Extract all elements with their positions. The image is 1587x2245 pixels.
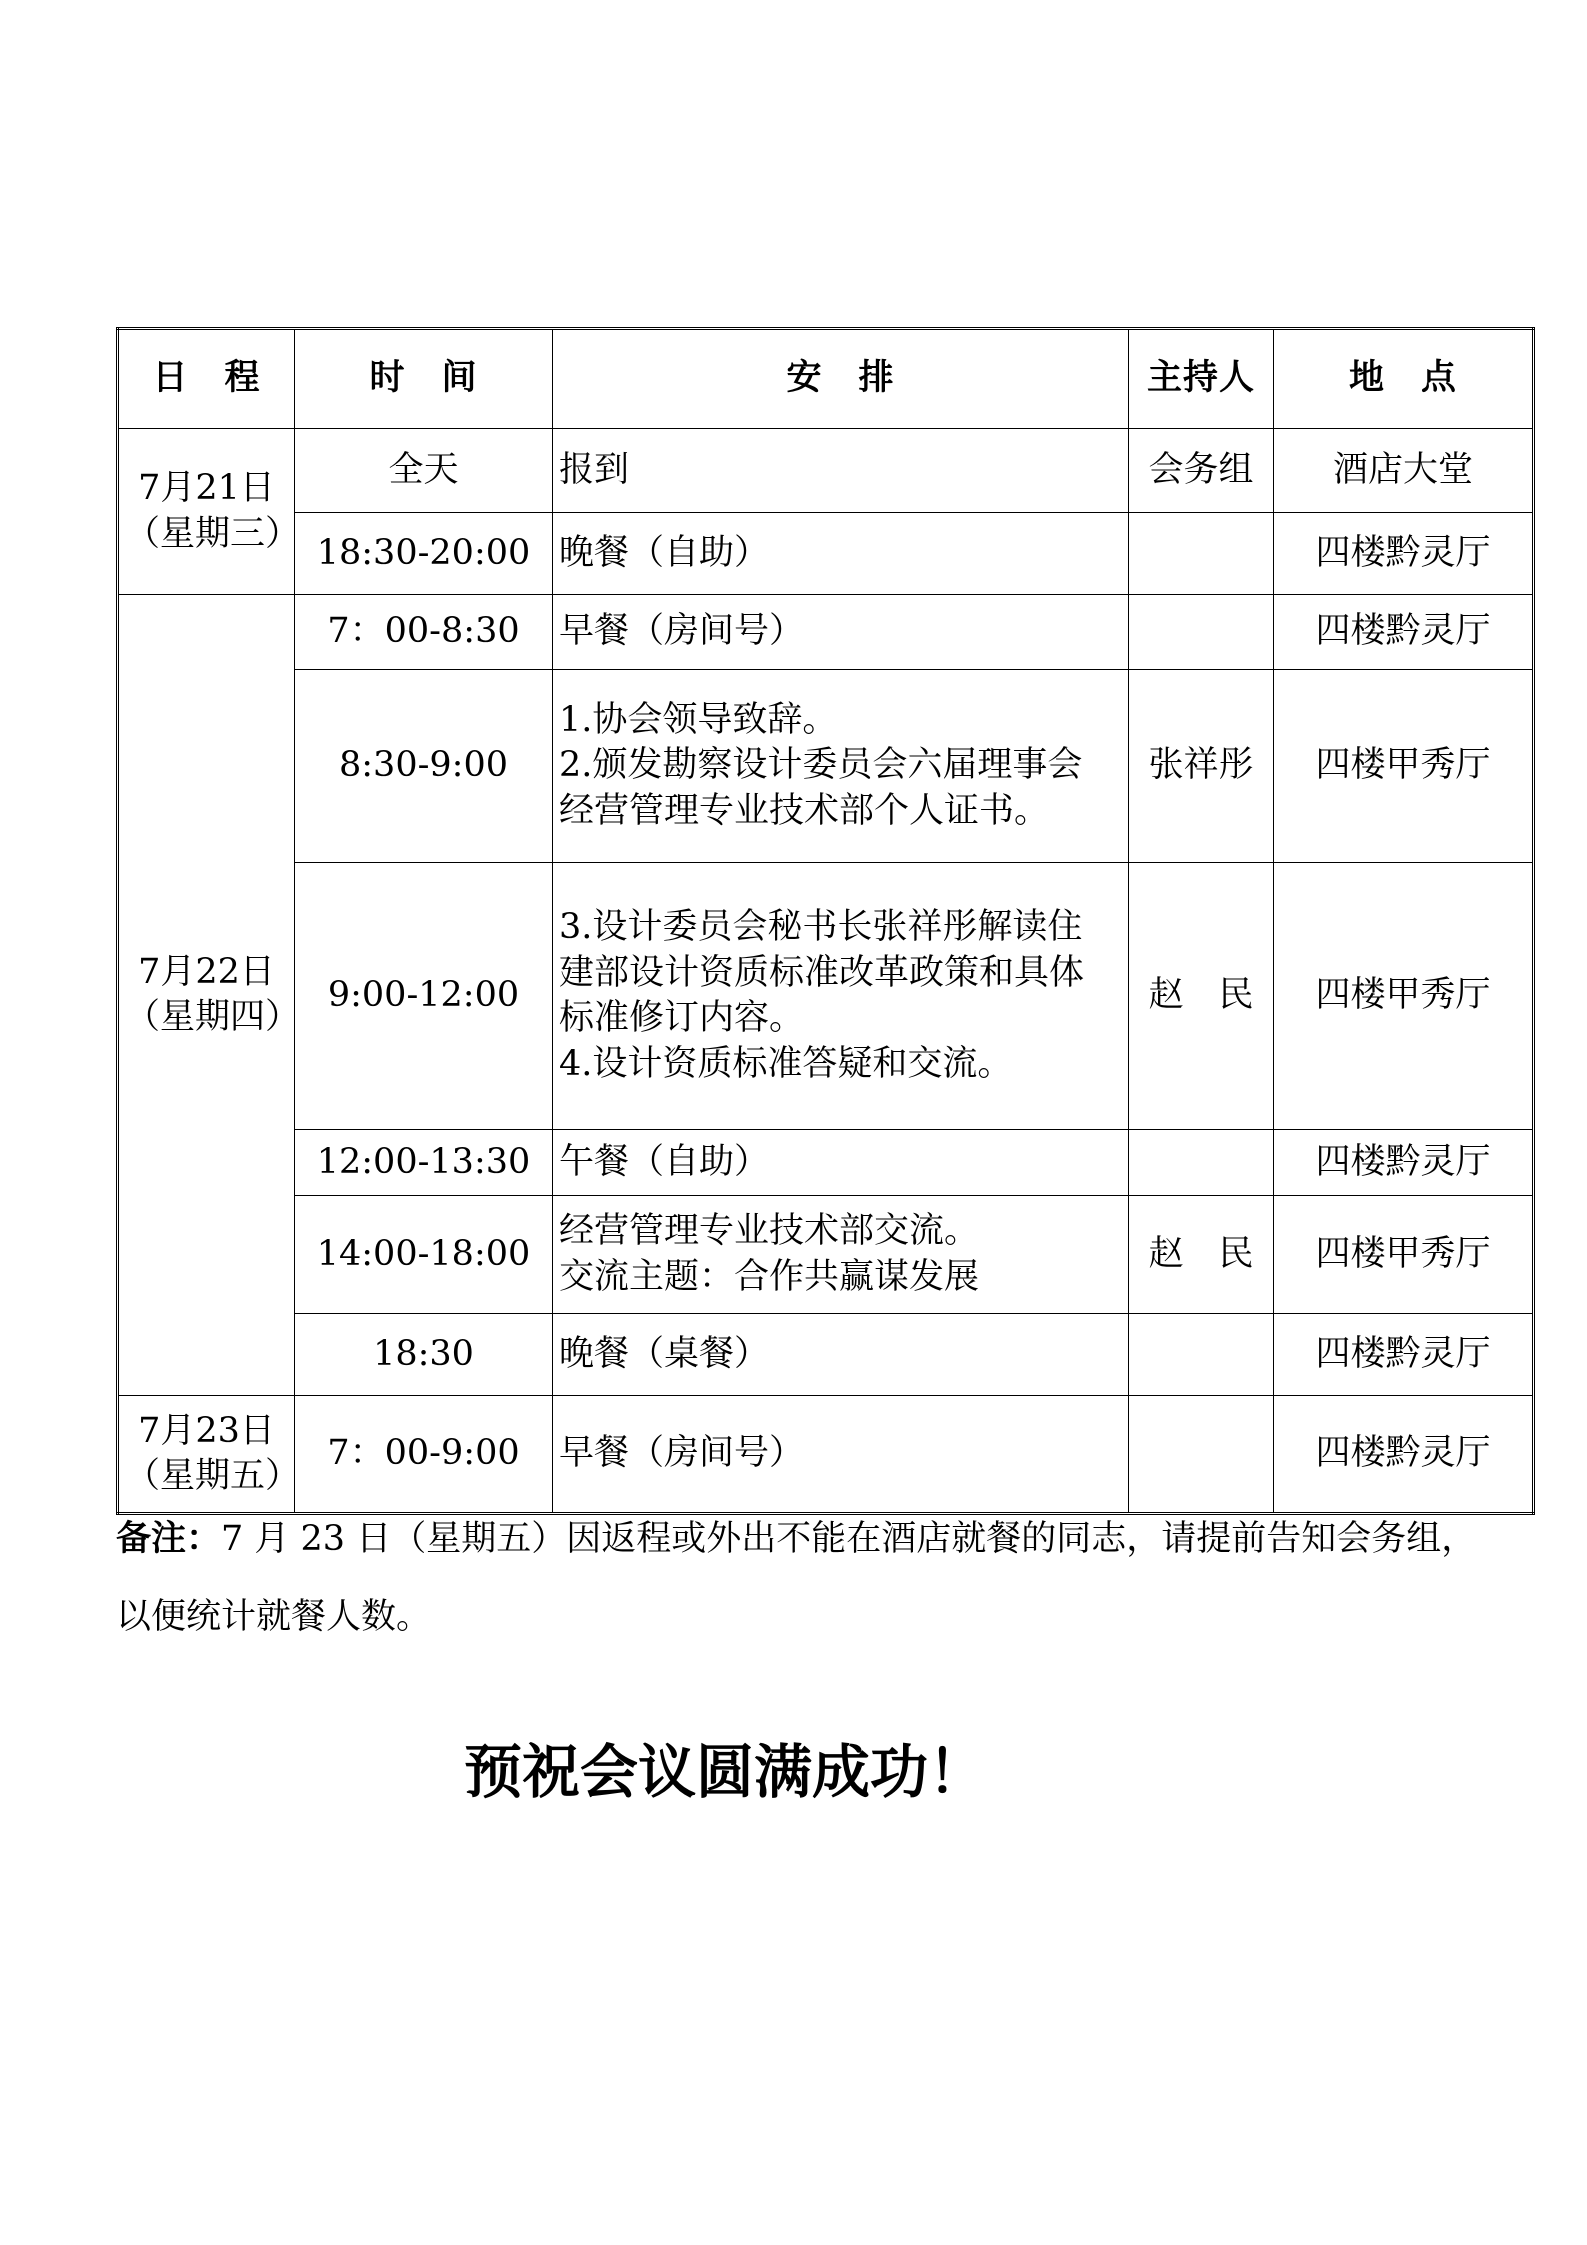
arrangement-cell: 3.设计委员会秘书长张祥彤解读住 建部设计资质标准改革政策和具体 标准修订内容。 4.设计资质标准答疑和交流。 xyxy=(553,863,1129,1130)
location-cell: 四楼甲秀厅 xyxy=(1274,670,1534,863)
host-cell: 赵 民 xyxy=(1129,1196,1274,1314)
time-cell: 14:00-18:00 xyxy=(295,1196,553,1314)
host-cell xyxy=(1129,513,1274,595)
location-cell: 四楼甲秀厅 xyxy=(1274,1196,1534,1314)
arrangement-cell: 早餐（房间号） xyxy=(553,1396,1129,1514)
table-row xyxy=(118,1130,1534,1196)
table-row xyxy=(118,670,1534,863)
time-cell: 9:00-12:00 xyxy=(295,863,553,1130)
location-cell: 四楼黔灵厅 xyxy=(1274,1314,1534,1396)
time-cell: 18:30-20:00 xyxy=(295,513,553,595)
arrangement-cell: 晚餐（桌餐） xyxy=(553,1314,1129,1396)
host-cell xyxy=(1129,1130,1274,1196)
arrangement-cell: 午餐（自助） xyxy=(553,1130,1129,1196)
location-cell: 四楼甲秀厅 xyxy=(1274,863,1534,1130)
arrangement-cell: 报到 xyxy=(553,429,1129,513)
table-row xyxy=(118,513,1534,595)
time-cell: 7：00-8:30 xyxy=(295,595,553,670)
host-cell xyxy=(1129,1396,1274,1514)
arrangement-cell: 1.协会领导致辞。 2.颁发勘察设计委员会六届理事会 经营管理专业技术部个人证书。 xyxy=(553,670,1129,863)
schedule-table xyxy=(116,327,1535,1515)
time-cell: 8:30-9:00 xyxy=(295,670,553,863)
location-cell: 四楼黔灵厅 xyxy=(1274,1396,1534,1514)
table-row xyxy=(118,863,1534,1130)
closing-message: 预祝会议圆满成功！ xyxy=(463,1738,986,1806)
arrangement-cell: 晚餐（自助） xyxy=(553,513,1129,595)
host-cell xyxy=(1129,1314,1274,1396)
location-cell: 四楼黔灵厅 xyxy=(1274,1130,1534,1196)
table-row xyxy=(118,1396,1534,1514)
location-cell: 四楼黔灵厅 xyxy=(1274,513,1534,595)
header-date: 日 程 xyxy=(118,329,295,429)
time-cell: 12:00-13:30 xyxy=(295,1130,553,1196)
remark-label: 备注： xyxy=(116,1519,222,1559)
time-cell: 7：00-9:00 xyxy=(295,1396,553,1514)
arrangement-cell: 经营管理专业技术部交流。 交流主题：合作共赢谋发展 xyxy=(553,1196,1129,1314)
host-cell: 赵 民 xyxy=(1129,863,1274,1130)
header-host: 主持人 xyxy=(1129,329,1274,429)
location-cell: 酒店大堂 xyxy=(1274,429,1534,513)
date-cell: 7月21日 （星期三） xyxy=(118,429,295,595)
arrangement-cell: 早餐（房间号） xyxy=(553,595,1129,670)
table-row xyxy=(118,1196,1534,1314)
header-time: 时 间 xyxy=(295,329,553,429)
host-cell: 会务组 xyxy=(1129,429,1274,513)
time-cell: 18:30 xyxy=(295,1314,553,1396)
table-row xyxy=(118,595,1534,670)
remark-paragraph xyxy=(116,1500,1486,1656)
table-header-row xyxy=(118,329,1534,429)
host-cell: 张祥彤 xyxy=(1129,670,1274,863)
header-arrangement: 安 排 xyxy=(553,329,1129,429)
remark-text: 7 月 23 日（星期五）因返程或外出不能在酒店就餐的同志，请提前告知会务组，以便统计就餐人数。 xyxy=(116,1519,1477,1637)
location-cell: 四楼黔灵厅 xyxy=(1274,595,1534,670)
date-cell: 7月22日 （星期四） xyxy=(118,595,295,1396)
table-row xyxy=(118,1314,1534,1396)
time-cell: 全天 xyxy=(295,429,553,513)
host-cell xyxy=(1129,595,1274,670)
table-row xyxy=(118,429,1534,513)
header-location: 地 点 xyxy=(1274,329,1534,429)
date-cell: 7月23日 （星期五） xyxy=(118,1396,295,1514)
